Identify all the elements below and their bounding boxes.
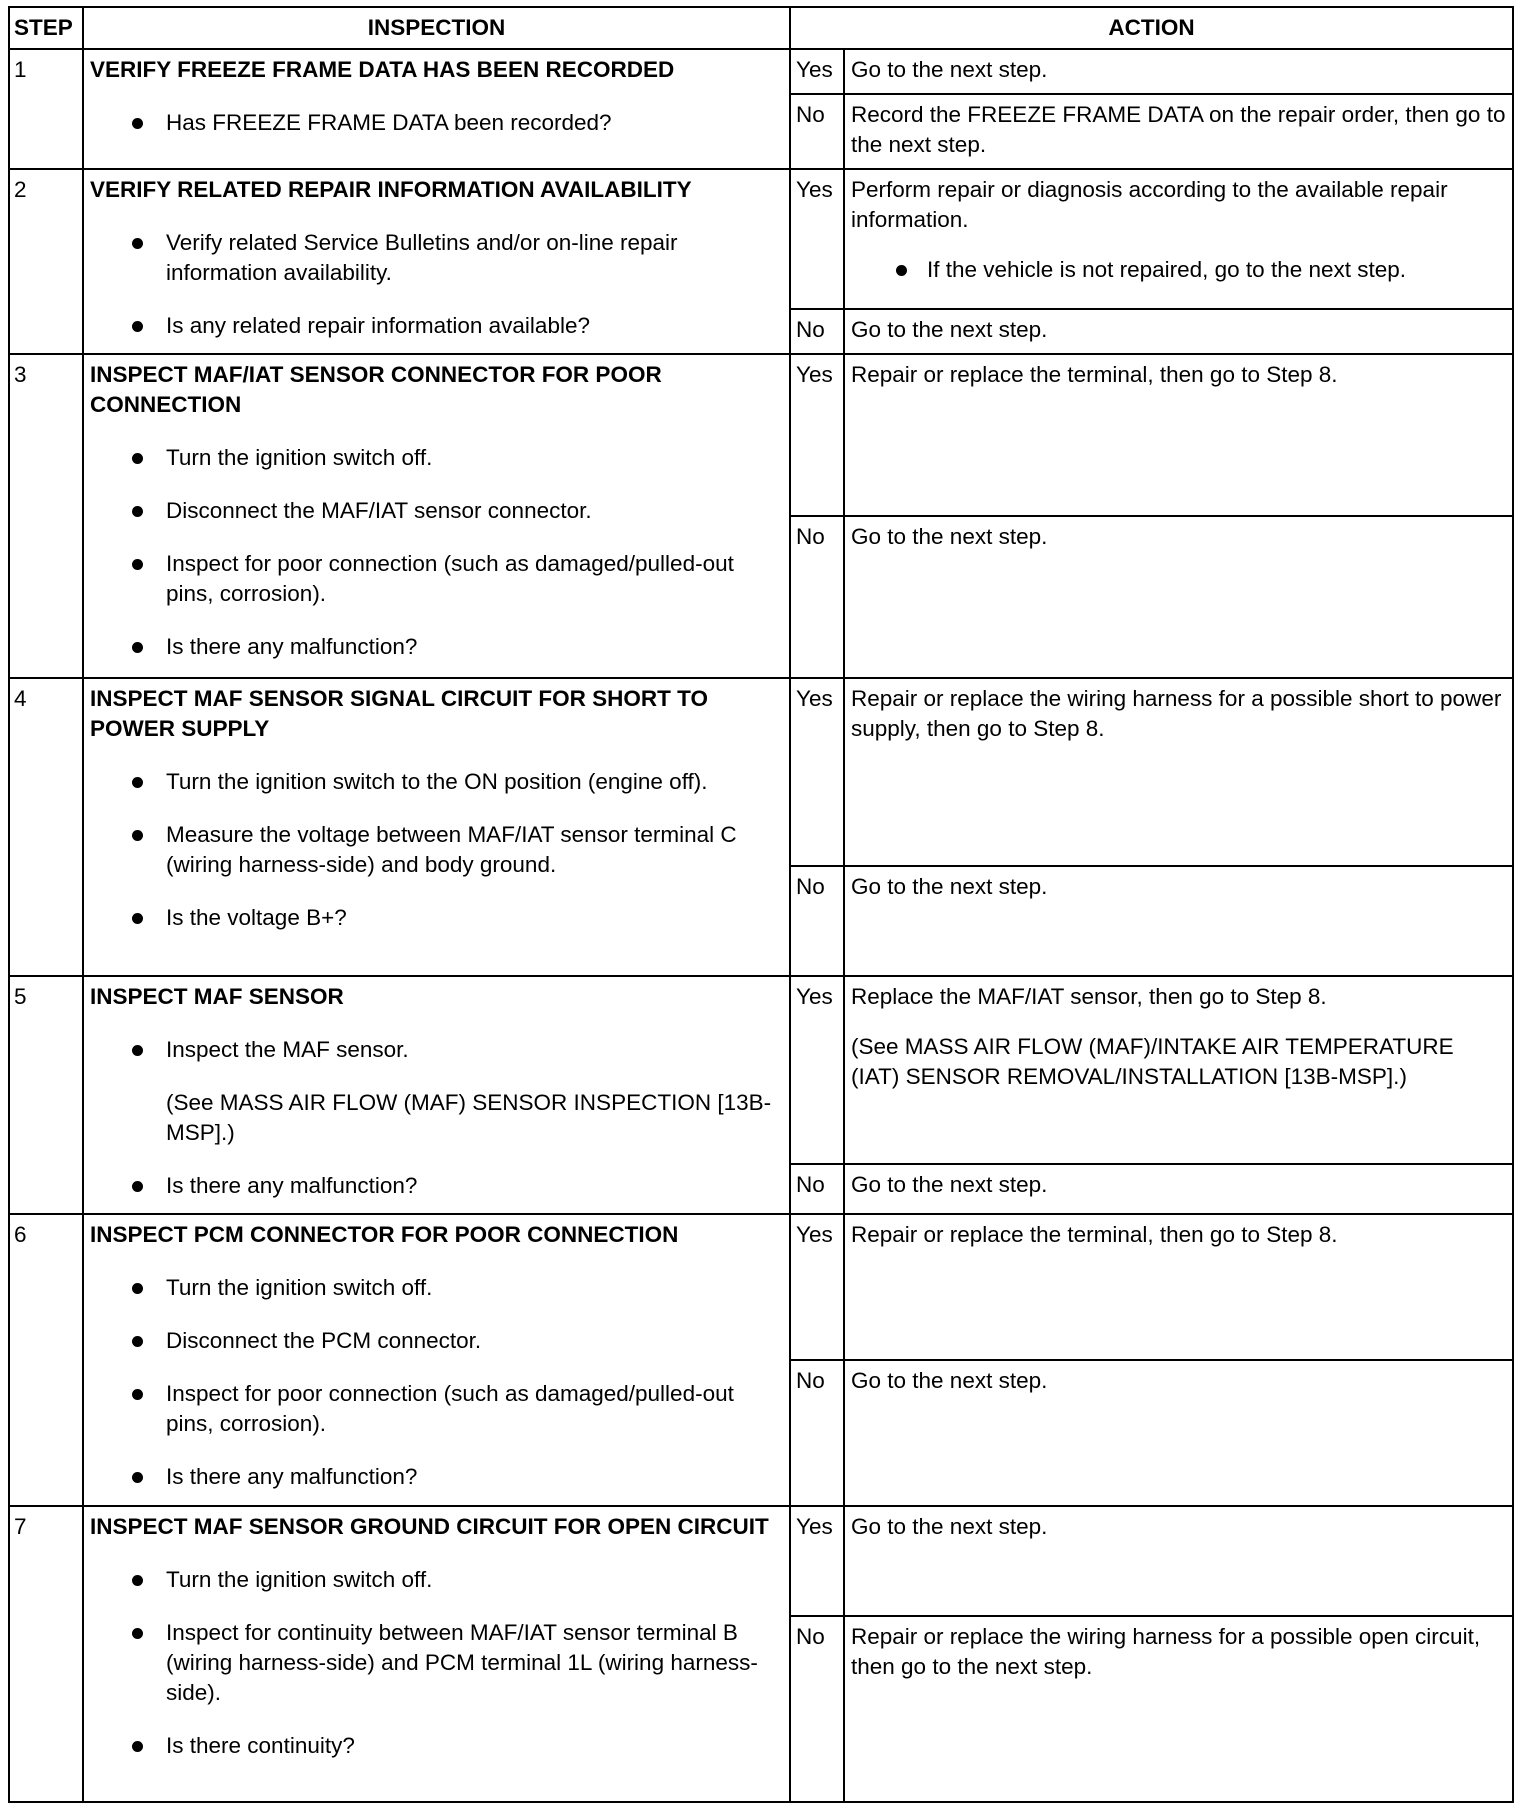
yes-action: Perform repair or diagnosis according to the available repair information. — [851, 177, 1448, 232]
step-title: INSPECT MAF/IAT SENSOR CONNECTOR FOR POOR CONNECTION — [90, 362, 662, 417]
yes-action: Go to the next step. — [844, 1506, 1513, 1616]
bullet-item: Inspect the MAF sensor. — [90, 1035, 783, 1065]
inspection-cell — [83, 976, 790, 1214]
bullet-item: Inspect for continuity between MAF/IAT sensor terminal B (wiring harness-side) and PCM terminal 1L (wiring harness-side). — [90, 1618, 783, 1708]
table-header-row — [9, 7, 1513, 49]
no-label: No — [790, 94, 844, 169]
step-title: INSPECT MAF SENSOR — [90, 984, 344, 1009]
reference-note: (See MASS AIR FLOW (MAF)/INTAKE AIR TEMPERATURE (IAT) SENSOR REMOVAL/INSTALLATION [13B-MSP].) — [851, 1034, 1454, 1089]
inspection-table — [8, 6, 1514, 1803]
bullet-item: Is there continuity? — [90, 1731, 783, 1761]
yes-label: Yes — [790, 169, 844, 309]
step-number: 2 — [9, 169, 83, 354]
bullet-item: Is there any malfunction? — [90, 1171, 783, 1201]
step-5-yes-row — [9, 976, 1513, 1164]
step-number: 1 — [9, 49, 83, 169]
step-number: 6 — [9, 1214, 83, 1506]
bullet-item: Is there any malfunction? — [90, 632, 783, 662]
inspection-cell — [83, 1214, 790, 1506]
bullet-item: Turn the ignition switch off. — [90, 443, 783, 473]
step-number: 5 — [9, 976, 83, 1214]
no-label: No — [790, 516, 844, 678]
inspection-column-header: INSPECTION — [83, 7, 790, 49]
inspection-cell — [83, 1506, 790, 1802]
yes-label: Yes — [790, 1214, 844, 1360]
inspection-cell — [83, 49, 790, 169]
step-2-yes-row — [9, 169, 1513, 309]
no-label: No — [790, 1164, 844, 1214]
inspection-cell — [83, 678, 790, 976]
step-title: INSPECT MAF SENSOR GROUND CIRCUIT FOR OPEN CIRCUIT — [90, 1514, 769, 1539]
bullet-item: Is the voltage B+? — [90, 903, 783, 933]
diagnostic-procedure — [8, 6, 1512, 1803]
bullet-list — [90, 228, 783, 341]
no-action: Go to the next step. — [844, 1360, 1513, 1506]
no-label: No — [790, 866, 844, 976]
no-label: No — [790, 309, 844, 354]
step-3-yes-row — [9, 354, 1513, 516]
step-number: 3 — [9, 354, 83, 678]
bullet-item: Inspect for poor connection (such as damaged/pulled-out pins, corrosion). — [90, 549, 783, 609]
yes-label: Yes — [790, 976, 844, 1164]
bullet-item: Disconnect the MAF/IAT sensor connector. — [90, 496, 783, 526]
bullet-item: Is there any malfunction? — [90, 1462, 783, 1492]
action-column-header: ACTION — [790, 7, 1513, 49]
step-column-header: STEP — [9, 7, 83, 49]
yes-action-cell — [844, 169, 1513, 309]
step-title: VERIFY RELATED REPAIR INFORMATION AVAILABILITY — [90, 177, 692, 202]
yes-label: Yes — [790, 1506, 844, 1616]
inspection-cell — [83, 354, 790, 678]
bullet-item: Is any related repair information available? — [90, 311, 783, 341]
no-action: Go to the next step. — [844, 1164, 1513, 1214]
yes-label: Yes — [790, 678, 844, 866]
yes-action: Repair or replace the terminal, then go to Step 8. — [844, 1214, 1513, 1360]
bullet-list — [90, 1171, 783, 1201]
bullet-list — [90, 1565, 783, 1761]
bullet-item: Turn the ignition switch off. — [90, 1565, 783, 1595]
bullet-list — [90, 1273, 783, 1492]
yes-action: Go to the next step. — [844, 49, 1513, 94]
step-6-yes-row — [9, 1214, 1513, 1360]
step-title: VERIFY FREEZE FRAME DATA HAS BEEN RECORDED — [90, 57, 675, 82]
yes-label: Yes — [790, 354, 844, 516]
bullet-list — [90, 108, 783, 138]
bullet-list — [90, 443, 783, 662]
bullet-item: Inspect for poor connection (such as damaged/pulled-out pins, corrosion). — [90, 1379, 783, 1439]
bullet-item: Turn the ignition switch off. — [90, 1273, 783, 1303]
bullet-item: Turn the ignition switch to the ON position (engine off). — [90, 767, 783, 797]
no-action: Go to the next step. — [844, 516, 1513, 678]
action-bullet-list — [851, 255, 1506, 285]
yes-action: Repair or replace the wiring harness for a possible short to power supply, then go to Step 8. — [844, 678, 1513, 866]
no-action: Go to the next step. — [844, 866, 1513, 976]
yes-label: Yes — [790, 49, 844, 94]
no-label: No — [790, 1360, 844, 1506]
bullet-list — [90, 767, 783, 933]
inspection-cell — [83, 169, 790, 354]
reference-note: (See MASS AIR FLOW (MAF) SENSOR INSPECTION [13B-MSP].) — [166, 1090, 772, 1145]
no-label: No — [790, 1616, 844, 1802]
step-number: 7 — [9, 1506, 83, 1802]
step-1-yes-row — [9, 49, 1513, 94]
step-number: 4 — [9, 678, 83, 976]
no-action: Go to the next step. — [844, 309, 1513, 354]
yes-action: Replace the MAF/IAT sensor, then go to Step 8. — [851, 984, 1327, 1009]
yes-action: Repair or replace the terminal, then go to Step 8. — [844, 354, 1513, 516]
step-4-yes-row — [9, 678, 1513, 866]
bullet-list — [90, 1035, 783, 1065]
bullet-item: Verify related Service Bulletins and/or on-line repair information availability. — [90, 228, 783, 288]
no-action: Repair or replace the wiring harness for a possible open circuit, then go to the next step. — [844, 1616, 1513, 1802]
step-7-yes-row — [9, 1506, 1513, 1616]
bullet-item: Disconnect the PCM connector. — [90, 1326, 783, 1356]
action-bullet-item: If the vehicle is not repaired, go to the next step. — [851, 255, 1506, 285]
yes-action-cell — [844, 976, 1513, 1164]
step-title: INSPECT MAF SENSOR SIGNAL CIRCUIT FOR SHORT TO POWER SUPPLY — [90, 686, 708, 741]
bullet-item: Has FREEZE FRAME DATA been recorded? — [90, 108, 783, 138]
bullet-item: Measure the voltage between MAF/IAT sensor terminal C (wiring harness-side) and body ground. — [90, 820, 783, 880]
step-title: INSPECT PCM CONNECTOR FOR POOR CONNECTION — [90, 1222, 679, 1247]
no-action: Record the FREEZE FRAME DATA on the repair order, then go to the next step. — [844, 94, 1513, 169]
